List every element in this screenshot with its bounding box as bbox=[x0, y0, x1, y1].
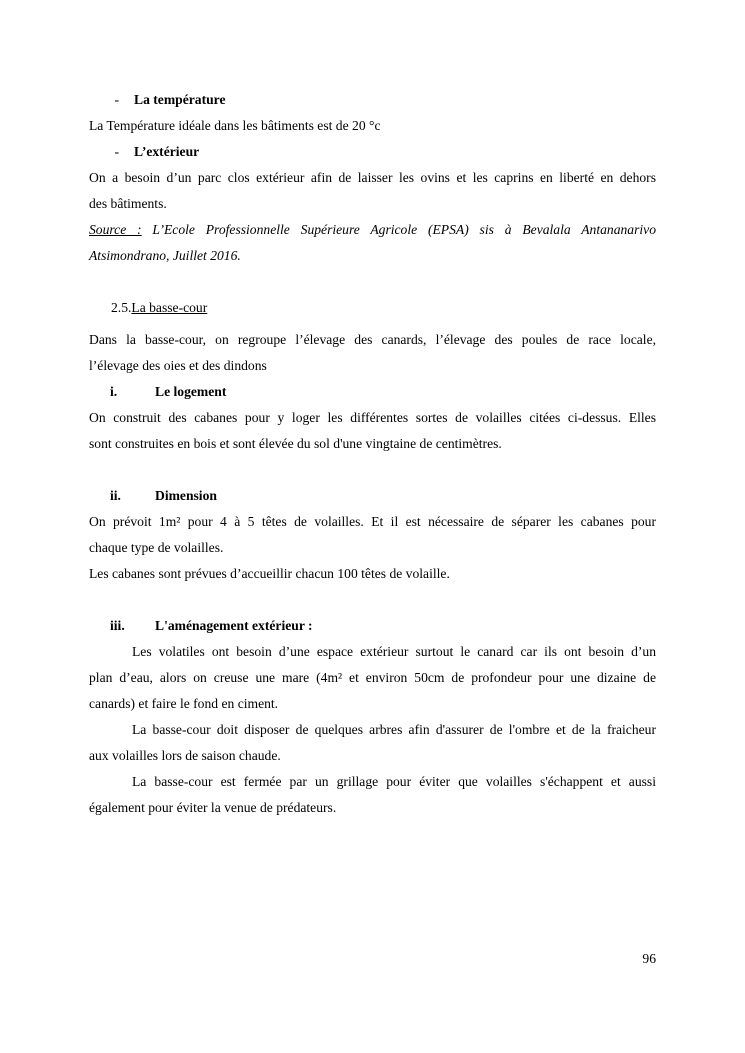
section-heading bbox=[89, 295, 656, 321]
exterieur-heading: L’extérieur bbox=[134, 144, 200, 159]
spacer bbox=[89, 587, 656, 613]
amenagement-p3-line-1: La basse-cour est fermée par un grillage pour éviter que volailles s'échappent et aussi bbox=[132, 774, 656, 789]
source-text: L’Ecole Professionnelle Supérieure Agricole (EPSA) sis à Bevalala Antananarivo bbox=[141, 222, 657, 237]
source-label: Source : bbox=[89, 222, 142, 237]
section-intro-line-2: l’élevage des oies et des dindons bbox=[89, 358, 267, 373]
logement-line-1: On construit des cabanes pour y loger les différentes sortes de volailles citées ci-dessus. Elles bbox=[89, 410, 656, 425]
amenagement-heading: L'aménagement extérieur : bbox=[155, 618, 313, 633]
spacer bbox=[89, 269, 656, 295]
roman-numeral: ii. bbox=[110, 488, 121, 503]
amenagement-p1-line-1: Les volatiles ont besoin d’une espace extérieur surtout le canard car ils ont besoin d’un bbox=[132, 644, 656, 659]
bullet-dash: - bbox=[114, 144, 119, 159]
logement-heading: Le logement bbox=[155, 384, 227, 399]
amenagement-p3-line-2: également pour éviter la venue de prédateurs. bbox=[89, 800, 337, 815]
exterieur-heading-line bbox=[89, 139, 656, 165]
dimension-heading: Dimension bbox=[155, 488, 217, 503]
temperature-text: La Température idéale dans les bâtiments est de 20 °c bbox=[89, 118, 381, 133]
dimension-line-2: chaque type de volailles. bbox=[89, 540, 224, 555]
page-content bbox=[89, 87, 656, 821]
amenagement-p1-line-3: canards) et faire le fond en ciment. bbox=[89, 696, 279, 711]
section-intro-line-1: Dans la basse-cour, on regroupe l’élevage des canards, l’élevage des poules de race locale, bbox=[89, 332, 656, 347]
roman-numeral: i. bbox=[110, 384, 118, 399]
exterieur-line-2: des bâtiments. bbox=[89, 196, 167, 211]
temperature-heading-line bbox=[89, 87, 656, 113]
source-line-2 bbox=[89, 243, 656, 269]
section-title: La basse-cour bbox=[131, 300, 208, 315]
logement-heading-line bbox=[89, 379, 656, 405]
bullet-dash: - bbox=[114, 92, 119, 107]
temperature-heading: La température bbox=[134, 92, 226, 107]
amenagement-heading-line bbox=[89, 613, 656, 639]
logement-line-2: sont construites en bois et sont élevée du sol d'une vingtaine de centimètres. bbox=[89, 436, 502, 451]
amenagement-p2-line-2: aux volailles lors de saison chaude. bbox=[89, 748, 281, 763]
section-number: 2.5. bbox=[111, 300, 132, 315]
roman-numeral: iii. bbox=[110, 618, 125, 633]
spacer bbox=[89, 457, 656, 483]
source-text-2: Atsimondrano, Juillet 2016. bbox=[89, 248, 241, 263]
dimension-line-1: On prévoit 1m² pour 4 à 5 têtes de volailles. Et il est nécessaire de séparer les cabanes pour bbox=[89, 514, 656, 529]
page-number: 96 bbox=[642, 951, 656, 966]
exterieur-line-1: On a besoin d’un parc clos extérieur afin de laisser les ovins et les caprins en liberté en dehors bbox=[89, 170, 656, 185]
source-line-1 bbox=[89, 217, 656, 243]
amenagement-p1-line-2: plan d’eau, alors on creuse une mare (4m² et environ 50cm de profondeur pour une dizaine de bbox=[89, 670, 656, 685]
amenagement-p2-line-1: La basse-cour doit disposer de quelques arbres afin d'assurer de l'ombre et de la fraicheur bbox=[132, 722, 656, 737]
dimension-line-3: Les cabanes sont prévues d’accueillir chacun 100 têtes de volaille. bbox=[89, 566, 450, 581]
dimension-heading-line bbox=[89, 483, 656, 509]
